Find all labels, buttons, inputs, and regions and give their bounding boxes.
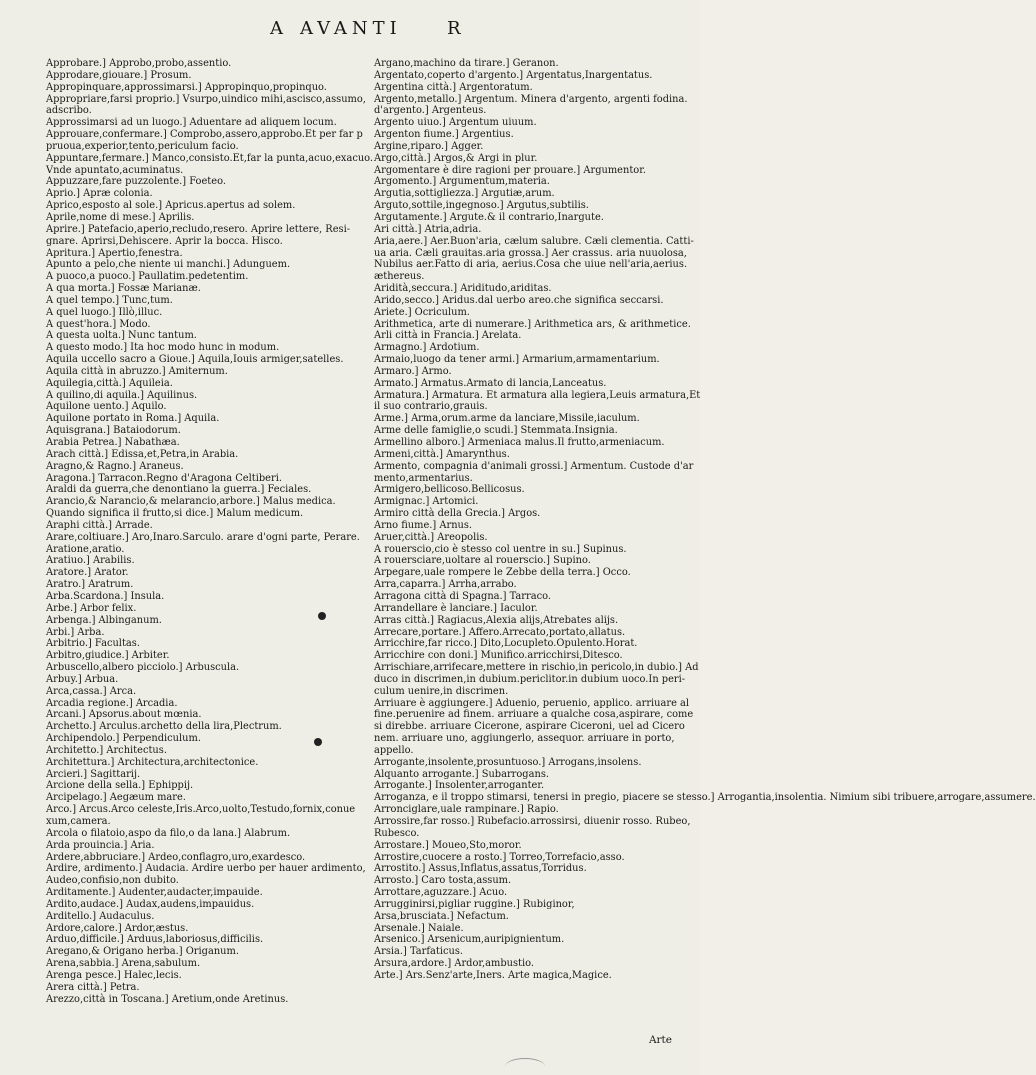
dictionary-entry: Arragona città di Spagna.] Tarraco. [374,590,551,602]
ink-blot [318,612,326,620]
dictionary-entry: Arare,coltiuare.] Aro,Inaro.Sarculo. arare d'ogni parte, Perare. [46,531,360,543]
dictionary-entry: Argomentare è dire ragioni per prouare.] Argumentor. [374,164,646,176]
dictionary-entry: Aratione,aratio. [46,543,125,555]
dictionary-entry: Argo,città.] Argos,& Argi in plur. [374,152,538,164]
dictionary-entry: Aratiuo.] Arabilis. [46,555,135,567]
dictionary-entry: Arezzo,città in Toscana.] Aretium,onde Aretinus. [46,993,289,1005]
dictionary-entry: Argutamente.] Argute.& il contrario,Inargute. [374,211,604,223]
dictionary-entry: Arditello.] Audaculus. [46,910,155,922]
dictionary-entry: Arcani.] Apsorus.about mœnia. [46,709,202,721]
paper-tear [505,1058,545,1075]
dictionary-entry: Arli città in Francia.] Arelata. [374,330,522,342]
dictionary-entry: Arrostito.] Assus,Inflatus,assatus,Torridus. [374,863,587,875]
dictionary-entry: Arrandellare è lanciare.] Iaculor. [374,602,538,614]
dictionary-entry: A puoco,a puoco.] Paullatim.pedetentim. [46,271,249,283]
dictionary-entry: fine.peruenire ad finem. arriuare a qualche cosa,aspirare, come [374,709,694,721]
dictionary-entry: Arcadia regione.] Arcadia. [46,697,178,709]
dictionary-entry: Aprile,nome di mese.] Aprilis. [46,211,195,223]
dictionary-entry: Argomento.] Argumentum,materia. [374,176,550,188]
dictionary-entry: Arme.] Arma,orum.arme da lanciare,Missile,iaculum. [374,413,640,425]
dictionary-entry: Arda prouincia.] Aria. [46,839,155,851]
dictionary-entry: Approbare.] Approbo,probo,assentio. [46,58,232,69]
dictionary-entry: Arronciglare,uale rampinare.] Rapio. [374,804,559,816]
dictionary-entry: Archetto.] Arculus.archetto della lira,Plectrum. [46,721,282,733]
dictionary-entry: Armaio,luogo da tener armi.] Armarium,armamentarium. [374,354,660,366]
dictionary-entry: Arbe.] Arbor felix. [46,602,137,614]
dictionary-entry: A questo modo.] Ita hoc modo hunc in modum. [46,342,280,354]
dictionary-entry: A quel tempo.] Tunc,tum. [46,294,173,306]
catchword: Arte [648,1034,672,1046]
dictionary-entry: Arrosto.] Caro tosta,assum. [374,875,512,887]
dictionary-entry: Argento,metallo.] Argentum. Minera d'argento, argenti fodina. [374,93,688,105]
dictionary-entry: Aridità,seccura.] Ariditudo,ariditas. [374,283,552,295]
dictionary-entry: Arca,cassa.] Arca. [46,685,137,697]
dictionary-entry: Arbi.] Arba. [46,626,105,638]
dictionary-entry: Arenga pesce.] Halec,lecis. [46,969,182,981]
dictionary-entry: Argine,riparo.] Agger. [374,140,484,152]
dictionary-entry: Ardore,calore.] Ardor,æstus. [46,922,189,934]
dictionary-entry: Arbuy.] Arbua. [46,673,119,685]
dictionary-entry: A questa uolta.] Nunc tantum. [46,330,197,342]
dictionary-entry: Vnde apuntato,acuminatus. [46,164,184,176]
dictionary-entry: Arsa,brusciata.] Nefactum. [374,910,509,922]
dictionary-entry: Armatura.] Armatura. Et armatura alla legiera,Leuis armatura,Et [374,389,701,401]
dictionary-entry: Approssimarsi ad un luogo.] Aduentare ad aliquem locum. [46,117,337,129]
dictionary-entry: Arco.] Arcus.Arco celeste,Iris.Arco,uolto,Testudo,fornix,conue [46,804,356,816]
dictionary-entry: Armeni,città.] Amarynthus. [374,448,510,460]
dictionary-entry: adscribo. [46,105,92,117]
dictionary-entry: Arrostare.] Moueo,Sto,moror. [374,839,522,851]
dictionary-entry: Aragno,& Ragno.] Araneus. [46,460,184,472]
dictionary-entry: Arrossire,far rosso.] Rubefacio.arrossirsi, diuenir rosso. Rubeo, [374,816,691,827]
dictionary-entry: Argentato,coperto d'argento.] Argentatus,Inargentatus. [374,69,653,81]
dictionary-entry: Arras città.] Ragiacus,Alexia alijs,Atrebates alijs. [374,614,619,626]
dictionary-entry: il suo contrario,grauis. [374,401,488,413]
dictionary-entry: Argutia,sottigliezza.] Argutiæ,arum. [374,188,555,200]
running-header [0,18,700,48]
dictionary-entry: d'argento.] Argenteus. [374,105,487,117]
dictionary-entry: Arbitro,giudice.] Arbiter. [46,650,170,662]
dictionary-entry: culum uenire,in discrimen. [374,685,509,697]
dictionary-entry: Armigero,bellicoso.Bellicosus. [374,484,525,496]
header-letter-left: A [270,18,285,39]
dictionary-entry: Arditamente.] Audenter,audacter,impauide. [46,887,263,899]
dictionary-entry: Arriuare è aggiungere.] Aduenio, peruenio, applico. arriuare al [374,697,690,709]
dictionary-entry: Araphi città.] Arrade. [46,519,153,531]
dictionary-entry: Aquila uccello sacro a Gioue.] Aquila,Iouis armiger,satelles. [46,354,344,366]
dictionary-entry: Arach città.] Edissa,et,Petra,in Arabia. [46,448,239,460]
dictionary-entry: Arno fiume.] Arnus. [374,519,473,531]
dictionary-entry: A rouerscio,cio è stesso col uentre in su.] Supinus. [374,543,627,555]
dictionary-entry: Arancio,& Narancio,& melarancio,arbore.] Malus medica. [46,496,336,508]
dictionary-entry: Arbitrio.] Facultas. [46,638,140,650]
dictionary-entry: Arsura,ardore.] Ardor,ambustio. [374,958,535,970]
dictionary-entry: Armellino alboro.] Armeniaca malus.Il frutto,armeniacum. [374,437,665,448]
dictionary-entry: Arithmetica, arte di numerare.] Arithmetica ars, & arithmetice. [374,318,691,330]
dictionary-entry: Alquanto arrogante.] Subarrogans. [374,768,549,780]
dictionary-entry: Arrostire,cuocere a rosto.] Torreo,Torrefacio,asso. [374,851,625,863]
dictionary-entry: Arcipelago.] Aegæum mare. [46,792,186,804]
dictionary-entry: Aprico,esposto al sole.] Apricus.apertus ad solem. [46,200,296,212]
dictionary-entry: Apritura.] Apertio,fenestra. [46,247,183,259]
dictionary-entry: Rubesco. [374,827,420,839]
dictionary-entry: Architettura.] Architectura,architectonice. [46,756,259,768]
right-column [374,58,1036,982]
ink-blot [314,738,322,746]
dictionary-entry: xum,camera. [46,816,111,827]
dictionary-entry: Arbenga.] Albinganum. [46,614,162,626]
dictionary-entry: Arguto,sottile,ingegnoso.] Argutus,subtilis. [374,200,589,212]
dictionary-entry: Arena,sabbia.] Arena,sabulum. [46,958,201,970]
dictionary-entry: duco in discrimen,in dubium.periclitor.in dubium uoco.In peri- [374,673,686,685]
dictionary-entry: æthereus. [374,271,425,283]
dictionary-entry: Arabia Petrea.] Nabathæa. [46,437,180,448]
dictionary-entry: Arroganza, e il troppo stimarsi, tenersi in pregio, piacere se stesso.] Arrogantia,insolentia. Nimium sibi tribuere,arrogare,assumere. [374,792,1036,804]
dictionary-entry: Appropinquare,approssimarsi.] Appropinquo,propinquo. [46,81,327,93]
dictionary-entry: Arido,secco.] Aridus.dal uerbo areo.che significa seccarsi. [374,294,664,306]
dictionary-entry: A quilino,di aquila.] Aquilinus. [46,389,198,401]
dictionary-entry: Aquila città in abruzzo.] Amiternum. [46,365,228,377]
dictionary-entry: Aquilone portato in Roma.] Aquila. [46,413,220,425]
dictionary-entry: Aruer,città.] Areopolis. [374,531,488,543]
dictionary-entry: Arrogante,insolente,prosuntuoso.] Arrogans,insolens. [374,756,642,768]
dictionary-entry: Armignac.] Artomici. [374,496,479,508]
dictionary-entry: Arricchire con doni.] Munifico.arricchirsi,Ditesco. [374,650,623,662]
dictionary-entry: Arte.] Ars.Senz'arte,Iners. Arte magica,Magice. [374,969,612,981]
dictionary-entry: Arcieri.] Sagittarij. [46,768,141,780]
dictionary-entry: Arsenale.] Naiale. [374,922,464,934]
dictionary-entry: Arduo,difficile.] Arduus,laboriosus,difficilis. [46,934,264,946]
dictionary-entry: Audeo,confisio,non dubito. [46,875,179,887]
dictionary-entry: Aprio.] Apræ colonia. [46,188,153,200]
header-letter-right: R [447,18,463,39]
dictionary-entry: Arpegare,uale rompere le Zebbe della terra.] Occo. [374,567,631,579]
dictionary-entry: A qua morta.] Fossæ Marianæ. [46,283,201,295]
dictionary-entry: A rouersciare,uoltare al rouerscio.] Supino. [374,555,591,567]
dictionary-entry: Argenton fiume.] Argentius. [374,129,514,141]
dictionary-entry: Arricchire,far ricco.] Dito,Locupleto.Opulento.Horat. [374,638,638,650]
dictionary-entry: Aragona.] Tarracon.Regno d'Aragona Celtiberi. [46,472,282,484]
dictionary-entry: Nubilus aer.Fatto di aria, aerius.Cosa che uiue nell'aria,aerius. [374,259,688,271]
dictionary-entry: Arcione della sella.] Ephippij. [46,780,194,792]
dictionary-entry: Aprire.] Patefacio,aperio,recludo,resero. Aprire lettere, Resi- [46,223,351,235]
dictionary-entry: Ardire, ardimento.] Audacia. Ardire uerbo per hauer ardimento, [46,863,366,875]
dictionary-entry: Aratore.] Arator. [46,567,129,579]
dictionary-entry: Armaro.] Armo. [374,365,452,377]
dictionary-entry: Argentina città.] Argentoratum. [374,81,533,93]
dictionary-entry: Ardere,abbruciare.] Ardeo,conflagro,uro,exardesco. [46,851,306,863]
dictionary-entry: Arbuscello,albero picciolo.] Arbuscula. [46,662,240,674]
dictionary-entry: Argano,machino da tirare.] Geranon. [374,58,559,69]
dictionary-entry: Arsia.] Tarfaticus. [374,946,464,958]
dictionary-entry: Arrottare,aguzzare.] Acuo. [374,887,508,899]
dictionary-entry: Appropriare,farsi proprio.] Vsurpo,uindico mihi,ascisco,assumo, [46,93,366,105]
dictionary-entry: Armiro città della Grecia.] Argos. [374,508,541,520]
dictionary-entry: ua aria. Cæli grauitas.aria grossa.] Aer crassus. aria nuuolosa, [374,247,687,259]
dictionary-entry: pruoua,experior,tento,periculum facio. [46,140,239,152]
dictionary-entry: mento,armentarius. [374,472,473,484]
dictionary-entry: Argento uiuo.] Argentum uiuum. [374,117,537,129]
dictionary-entry: Arcola o filatoio,aspo da filo,o da lana.] Alabrum. [46,827,291,839]
dictionary-entry: A quest'hora.] Modo. [46,318,151,330]
dictionary-entry: gnare. Aprirsi,Dehiscere. Aprir la bocca. Hisco. [46,235,283,247]
dictionary-entry: Araldi da guerra,che denontiano la guerra.] Feciales. [46,484,312,496]
dictionary-entry: Aregano,& Origano herba.] Origanum. [46,946,239,958]
dictionary-entry: Aquilone uento.] Aquilo. [46,401,167,413]
dictionary-entry: Arrischiare,arrifecare,mettere in rischio,in pericolo,in dubio.] Ad [374,662,699,674]
dictionary-entry: Arba.Scardona.] Insula. [46,590,165,602]
dictionary-entry: Aquisgrana.] Bataiodorum. [46,425,181,437]
dictionary-entry: nem. arriuare uno, aggiungerlo, assequor. arriuare in porto, [374,733,675,745]
dictionary-entry: Archipendolo.] Perpendiculum. [46,733,201,745]
dictionary-entry: Architetto.] Architectus. [46,744,167,756]
dictionary-entry: Aquilegia,città.] Aquileia. [46,377,173,389]
dictionary-entry: Arrogante.] Insolenter,arroganter. [374,780,545,792]
dictionary-entry: Approuare,confermare.] Comprobo,assero,approbo.Et per far p [46,129,363,141]
dictionary-entry: Arrugginirsi,pigliar ruggine.] Rubiginor, [374,898,575,910]
dictionary-entry: Ari città.] Atria,adria. [374,223,482,235]
dictionary-entry: Approdare,giouare.] Prosum. [46,69,192,81]
dictionary-entry: Armento, compagnia d'animali grossi.] Armentum. Custode d'ar [374,460,694,472]
dictionary-entry: Arrecare,portare.] Affero.Arrecato,portato,allatus. [374,626,626,638]
dictionary-entry: A quel luogo.] Illò,illuc. [46,306,163,318]
dictionary-entry: Appuntare,fermare.] Manco,consisto.Et,far la punta,acuo,exacuo. [46,152,374,164]
dictionary-entry: Armato.] Armatus.Armato di lancia,Lanceatus. [374,377,607,389]
header-title: AVANTI [300,18,402,39]
dictionary-entry: Armagno.] Ardotium. [374,342,480,354]
dictionary-entry: Arme delle famiglie,o scudi.] Stemmata.Insignia. [374,425,618,437]
dictionary-entry: Quando significa il frutto,si dice.] Malum medicum. [46,508,304,520]
dictionary-entry: si direbbe. arriuare Cicerone, aspirare Ciceroni, uel ad Cicero [374,721,685,733]
dictionary-entry: Appuzzare,fare puzzolente.] Foeteo. [46,176,226,188]
dictionary-entry: Arra,caparra.] Arrha,arrabo. [374,579,517,591]
left-column [46,58,374,1006]
dictionary-entry: Aratro.] Aratrum. [46,579,134,591]
dictionary-entry: Aria,aere.] Aer.Buon'aria, cælum salubre. Cæli clementia. Catti- [374,235,694,247]
dictionary-entry: Ariete.] Ocriculum. [374,306,470,318]
dictionary-entry: Ardito,audace.] Audax,audens,impauidus. [46,898,255,910]
dictionary-entry: Apunto a pelo,che niente ui manchi.] Adunguem. [46,259,291,271]
dictionary-entry: appello. [374,744,414,756]
dictionary-entry: Arsenico.] Arsenicum,auripignientum. [374,934,565,946]
dictionary-entry: Arera città.] Petra. [46,981,140,993]
